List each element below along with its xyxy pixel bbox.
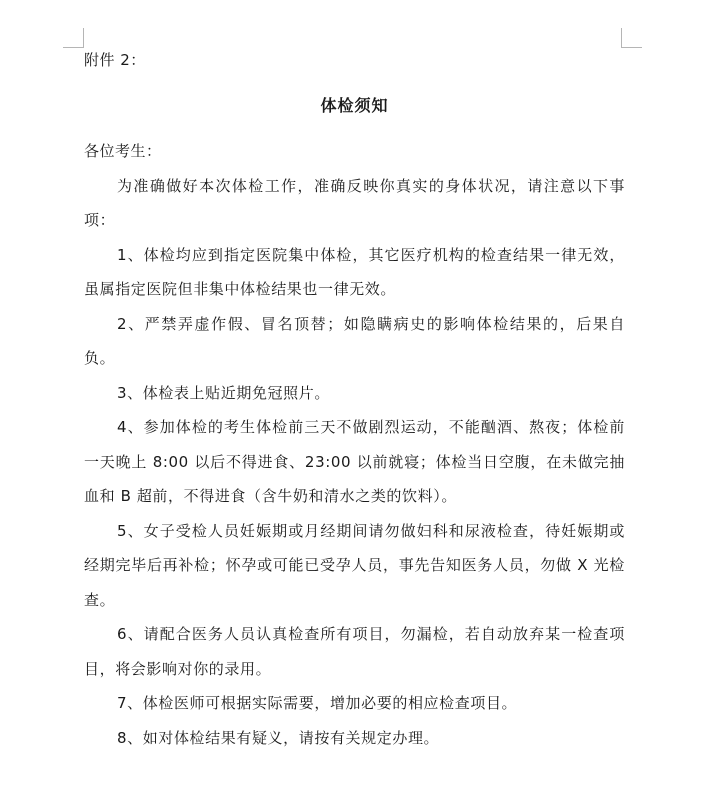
paragraph-item-4: 4、参加体检的考生体检前三天不做剧烈运动，不能酗酒、熬夜；体检前一天晚上 8:00 以后不得进食、23:00 以前就寝；体检当日空腹，在未做完抽血和 B 超前，不得进食（含牛奶和清水之类的饮料）。 (84, 418, 625, 505)
paragraph-item-8: 8、如对体检结果有疑义，请按有关规定办理。 (117, 728, 440, 747)
attachment-label: 附件 2： (84, 51, 146, 69)
crop-mark-top-left-horizontal (63, 47, 84, 48)
paragraph-item-7: 7、体检医师可根据实际需要，增加必要的相应检查项目。 (117, 694, 518, 712)
paragraph-intro: 为准确做好本次体检工作，准确反映你真实的身体状况，请注意以下事项： (84, 176, 625, 229)
paragraph-item-6: 6、请配合医务人员认真检查所有项目，勿漏检，若自动放弃某一检查项目，将会影响对你的录用。 (84, 625, 625, 678)
paragraph-item-2: 2、严禁弄虚作假、冒名顶替；如隐瞒病史的影响体检结果的，后果自负。 (84, 314, 625, 367)
paragraph-item-1: 1、体检均应到指定医院集中体检，其它医疗机构的检查结果一律无效，虽属指定医院但非集中体检结果也一律无效。 (84, 245, 625, 298)
paragraph-item-3: 3、体检表上贴近期免冠照片。 (117, 383, 330, 402)
paragraph-item-5: 5、女子受检人员妊娠期或月经期间请勿做妇科和尿液检查，待妊娠期或经期完毕后再补检；怀孕或可能已受孕人员，事先告知医务人员，勿做 X 光检查。 (84, 521, 625, 609)
document-title: 体检须知 (320, 96, 389, 115)
document-body (84, 44, 625, 755)
greeting: 各位考生： (84, 142, 162, 160)
